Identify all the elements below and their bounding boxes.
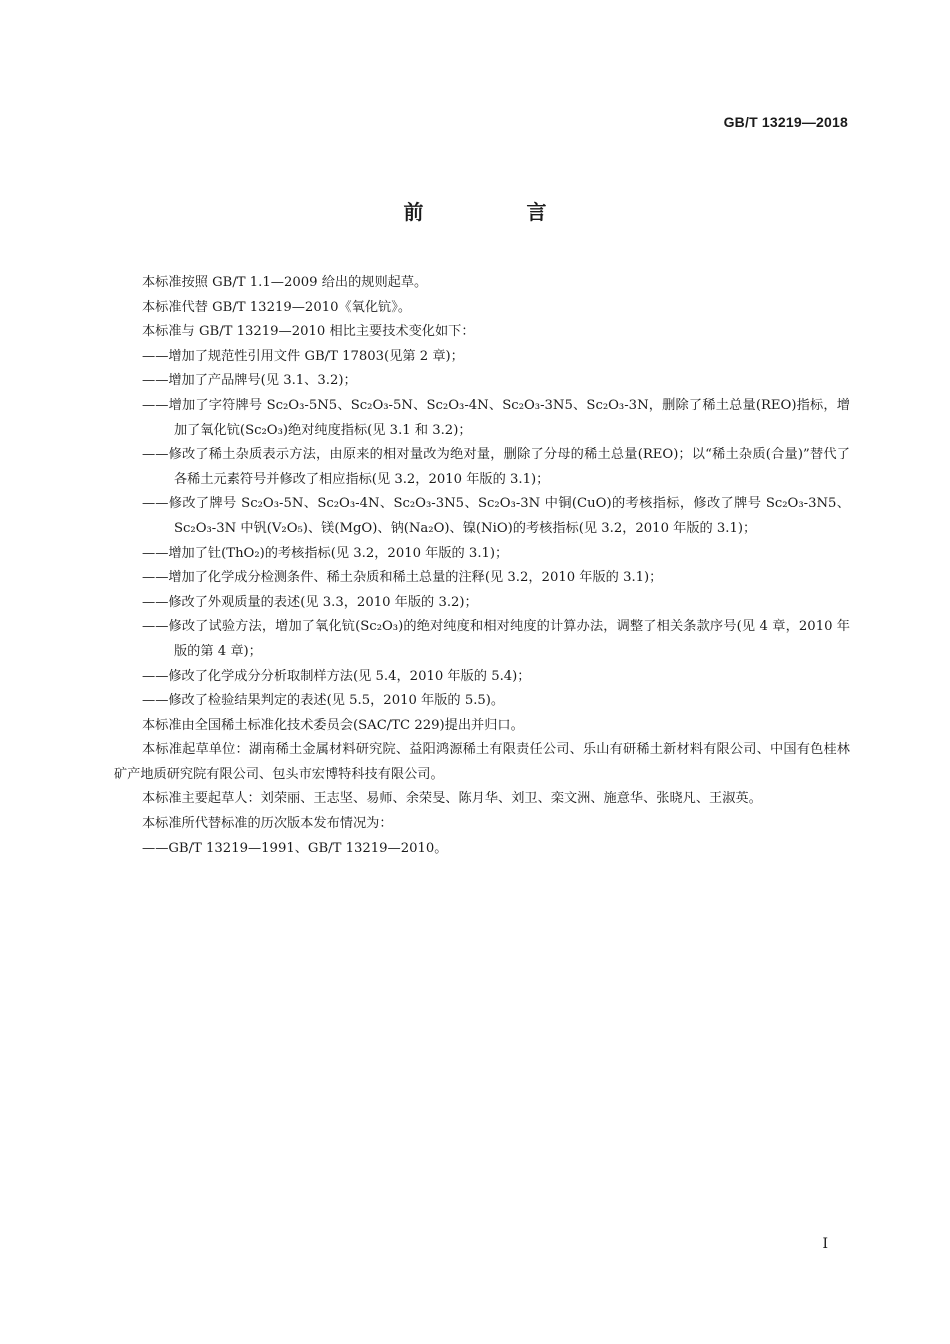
change-item: ——增加了化学成分检测条件、稀土杂质和稀土总量的注释(见 3.2，2010 年版的 3.1)； <box>142 570 663 586</box>
change-item: ——增加了产品牌号(见 3.1、3.2)； <box>142 373 357 389</box>
change-item: ——修改了检验结果判定的表述(见 5.5，2010 年版的 5.5)。 <box>142 693 505 709</box>
change-item: ——增加了规范性引用文件 GB/T 17803(见第 2 章)； <box>142 348 464 364</box>
page-title: 前 言 <box>403 200 595 224</box>
foreword-body <box>114 271 850 861</box>
history-item: ——GB/T 13219—1991、GB/T 13219—2010。 <box>142 840 448 856</box>
change-item: ——修改了外观质量的表述(见 3.3，2010 年版的 3.2)； <box>142 594 478 610</box>
change-item: ——增加了钍(ThO₂)的考核指标(见 3.2，2010 年版的 3.1)； <box>142 545 509 561</box>
intro-paragraph: 本标准与 GB/T 13219—2010 相比主要技术变化如下： <box>142 324 475 340</box>
closing-paragraph: 本标准起草单位：湖南稀土金属材料研究院、益阳鸿源稀土有限责任公司、乐山有研稀土新材料有限公司、中国有色桂林矿产地质研究院有限公司、包头市宏博特科技有限公司。 <box>114 742 850 782</box>
intro-paragraph: 本标准按照 GB/T 1.1—2009 给出的规则起草。 <box>142 275 428 290</box>
change-item: ——修改了稀土杂质表示方法，由原来的相对量改为绝对量，删除了分母的稀土总量(REO)；以“稀土杂质(合量)”替代了各稀土元素符号并修改了相应指标(见 3.2，2010 年版的 3.1)； <box>142 447 850 487</box>
change-item: ——增加了字符牌号 Sc₂O₃-5N5、Sc₂O₃-5N、Sc₂O₃-4N、Sc₂O₃-3N5、Sc₂O₃-3N，删除了稀土总量(REO)指标，增加了氧化钪(Sc₂O₃)绝对纯度指标(见 3.1 和 3.2)； <box>142 397 850 438</box>
closing-paragraph: 本标准由全国稀土标准化技术委员会(SAC/TC 229)提出并归口。 <box>142 717 524 733</box>
page-number: I <box>822 1236 828 1252</box>
closing-paragraph: 本标准主要起草人：刘荣丽、王志坚、易师、余荣旻、陈月华、刘卫、栾文洲、施意华、张晓凡、王淑英。 <box>142 791 762 807</box>
standard-code: GB/T 13219—2018 <box>723 114 848 130</box>
change-item: ——修改了试验方法，增加了氧化钪(Sc₂O₃)的绝对纯度和相对纯度的计算办法，调整了相关条款序号(见 4 章，2010 年版的第 4 章)； <box>142 619 850 659</box>
intro-paragraph: 本标准代替 GB/T 13219—2010《氧化钪》。 <box>142 299 412 315</box>
closing-paragraph: 本标准所代替标准的历次版本发布情况为： <box>142 816 393 832</box>
change-item: ——修改了牌号 Sc₂O₃-5N、Sc₂O₃-4N、Sc₂O₃-3N5、Sc₂O₃-3N 中铜(CuO)的考核指标，修改了牌号 Sc₂O₃-3N5、Sc₂O₃-3N 中钒(V₂O₅)、镁(MgO)、钠(Na₂O)、镍(NiO)的考核指标(见 3.2，2010 年版的 3.1)； <box>142 496 850 536</box>
change-item: ——修改了化学成分分析取制样方法(见 5.4，2010 年版的 5.4)； <box>142 668 531 684</box>
